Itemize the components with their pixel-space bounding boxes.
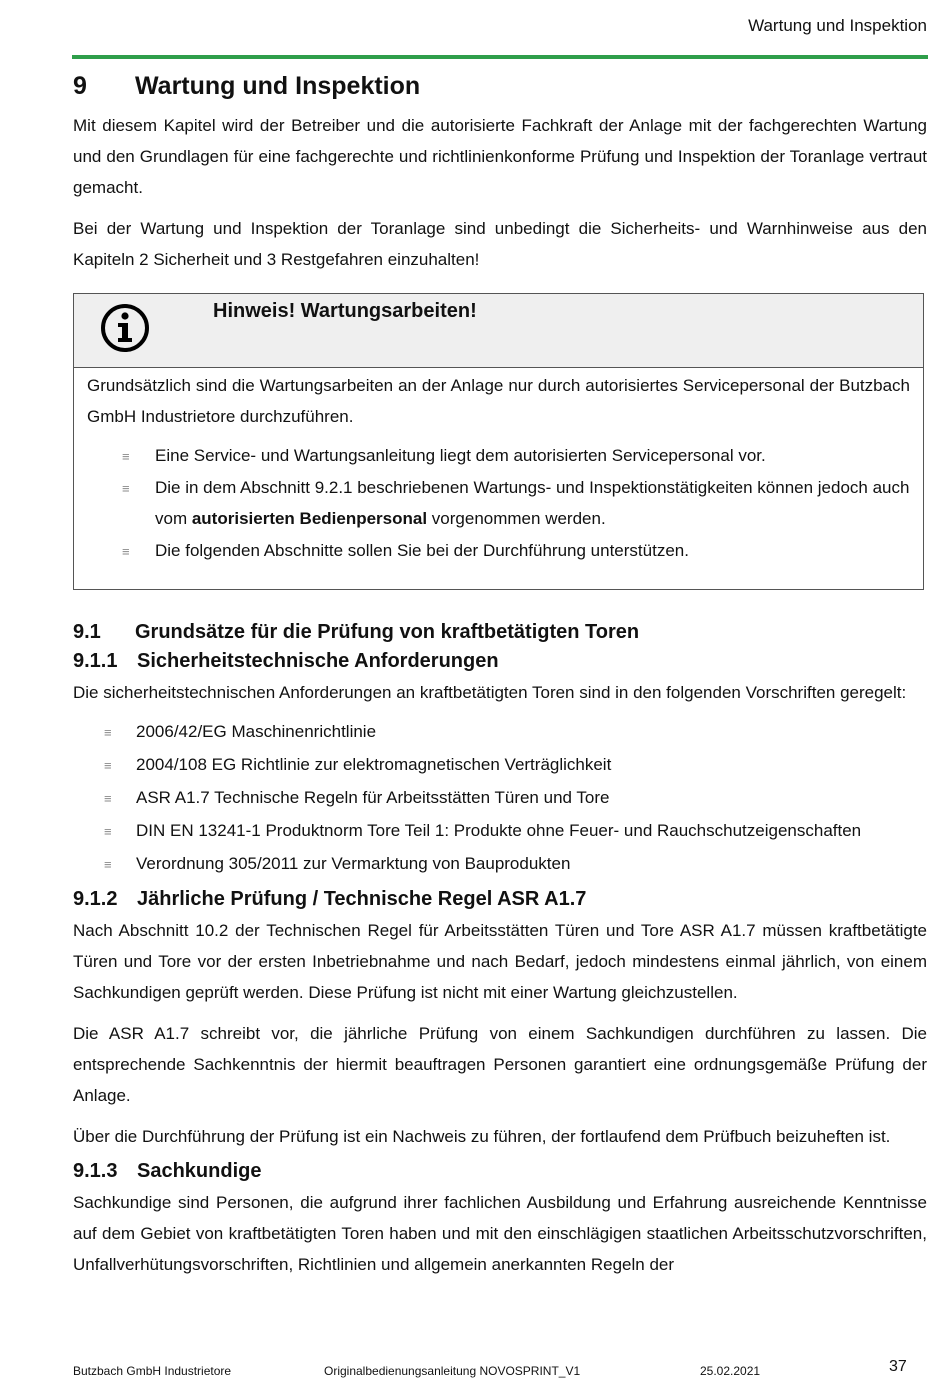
list-bullet-icon: ≡: [122, 449, 130, 464]
list-bullet-icon: ≡: [104, 758, 112, 773]
section-9-1-2-paragraph-1: Nach Abschnitt 10.2 der Technischen Regel für Arbeitsstätten Türen und Tore ASR A1.7 müssen kraftbetätigte Türen und Tore vor der ersten Inbetriebnahme und nach Bedarf, jedoch mindestens einmal jährlich, von einem Sachkundigen geprüft werden. Diese Prüfung ist nicht mit einer Wartung gleichzustellen.: [73, 921, 927, 1002]
notice-title: Hinweis! Wartungsarbeiten!: [213, 300, 477, 322]
notice-list: [87, 440, 910, 566]
list-bullet-icon: ≡: [122, 544, 130, 559]
list-bullet-icon: ≡: [104, 791, 112, 806]
list-item: ≡ Verordnung 305/2011 zur Vermarktung von Bauprodukten: [73, 848, 927, 880]
chapter-number: 9: [73, 72, 87, 100]
intro-paragraph-2: Bei der Wartung und Inspektion der Toranlage sind unbedingt die Sicherheits- und Warnhinweise aus den Kapiteln 2 Sicherheit und 3 Restgefahren einzuhalten!: [73, 219, 927, 269]
list-bullet-icon: ≡: [104, 824, 112, 839]
section-9-1-1-text: Die sicherheitstechnischen Anforderungen an kraftbetätigten Toren sind in den folgenden Vorschriften geregelt:: [73, 683, 907, 702]
footer-document: Originalbedienungsanleitung NOVOSPRINT_V1: [324, 1364, 581, 1378]
footer-date: 25.02.2021: [700, 1364, 761, 1378]
notice-body: [74, 368, 923, 589]
list-item: ≡ Die folgenden Abschnitte sollen Sie bei der Durchführung unterstützen.: [87, 535, 910, 566]
page-number: 37: [889, 1358, 907, 1375]
intro-paragraph-1: Mit diesem Kapitel wird der Betreiber und die autorisierte Fachkraft der Anlage mit der fachgerechten Wartung und den Grundlagen für eine fachgerechte und richtlinienkonforme Prüfung und Inspektion der Toranlage vertraut gemacht.: [73, 116, 927, 197]
list-item: ≡ 2006/42/EG Maschinenrichtlinie: [73, 716, 927, 748]
section-heading-9-1-1: 9.1.1 Sicherheitstechnische Anforderungen: [73, 650, 499, 672]
header-rule: [72, 55, 928, 59]
notice-header: [74, 294, 923, 368]
notice-text: Grundsätzlich sind die Wartungsarbeiten an der Anlage nur durch autorisiertes Servicepersonal der Butzbach GmbH Industrietore durchzuführen.: [87, 376, 910, 426]
chapter-heading: [73, 72, 927, 101]
list-item: ≡ Eine Service- und Wartungsanleitung liegt dem autorisierten Servicepersonal vor.: [87, 440, 910, 471]
running-header: Wartung und Inspektion: [748, 16, 927, 35]
section-9-1-2-paragraph-3: Über die Durchführung der Prüfung ist ein Nachweis zu führen, der fortlaufend dem Prüfbuch beizuheften ist.: [73, 1127, 891, 1146]
list-bullet-icon: ≡: [122, 481, 130, 496]
notice-box: [73, 293, 924, 590]
section-9-1-2-paragraph-2: Die ASR A1.7 schreibt vor, die jährliche Prüfung von einem Sachkundigen durchführen zu lassen. Die entsprechende Sachkenntnis der hiermit beauftragen Personen garantiert eine ordnungsgemäße Prüfung der Anlage.: [73, 1024, 927, 1105]
footer-company: Butzbach GmbH Industrietore: [73, 1364, 232, 1378]
info-icon: [100, 303, 150, 353]
chapter-title: Wartung und Inspektion: [135, 72, 421, 100]
list-item: ≡ 2004/108 EG Richtlinie zur elektromagnetischen Verträglichkeit: [73, 749, 927, 781]
regulations-list: [73, 716, 927, 880]
list-bullet-icon: ≡: [104, 725, 112, 740]
list-item: ≡ DIN EN 13241-1 Produktnorm Tore Teil 1: Produkte ohne Feuer- und Rauchschutzeigenschaften: [73, 815, 927, 847]
section-heading-9-1: 9.1 Grundsätze für die Prüfung von kraftbetätigten Toren: [73, 621, 640, 643]
list-bullet-icon: ≡: [104, 857, 112, 872]
list-item: ≡ ASR A1.7 Technische Regeln für Arbeitsstätten Türen und Tore: [73, 782, 927, 814]
section-heading-9-1-3: 9.1.3 Sachkundige: [73, 1160, 262, 1182]
list-item: ≡ Die in dem Abschnitt 9.2.1 beschriebenen Wartungs- und Inspektionstätigkeiten können jedoch auch vom autorisierten Bedienpersonal vorgenommen werden.: [87, 472, 910, 534]
section-heading-9-1-2: 9.1.2 Jährliche Prüfung / Technische Regel ASR A1.7: [73, 888, 587, 910]
section-9-1-3-text: Sachkundige sind Personen, die aufgrund ihrer fachlichen Ausbildung und Erfahrung ausreichende Kenntnisse auf dem Gebiet von kraftbetätigten Toren haben und mit den einschlägigen staatlichen Arbeitsschutzvorschriften, Unfallverhütungsvorschriften, Richtlinien und allgemein anerkannten Regeln der: [73, 1193, 927, 1274]
page-content: [73, 72, 927, 1280]
emphasis-text: autorisierten Bedienpersonal: [191, 509, 428, 528]
